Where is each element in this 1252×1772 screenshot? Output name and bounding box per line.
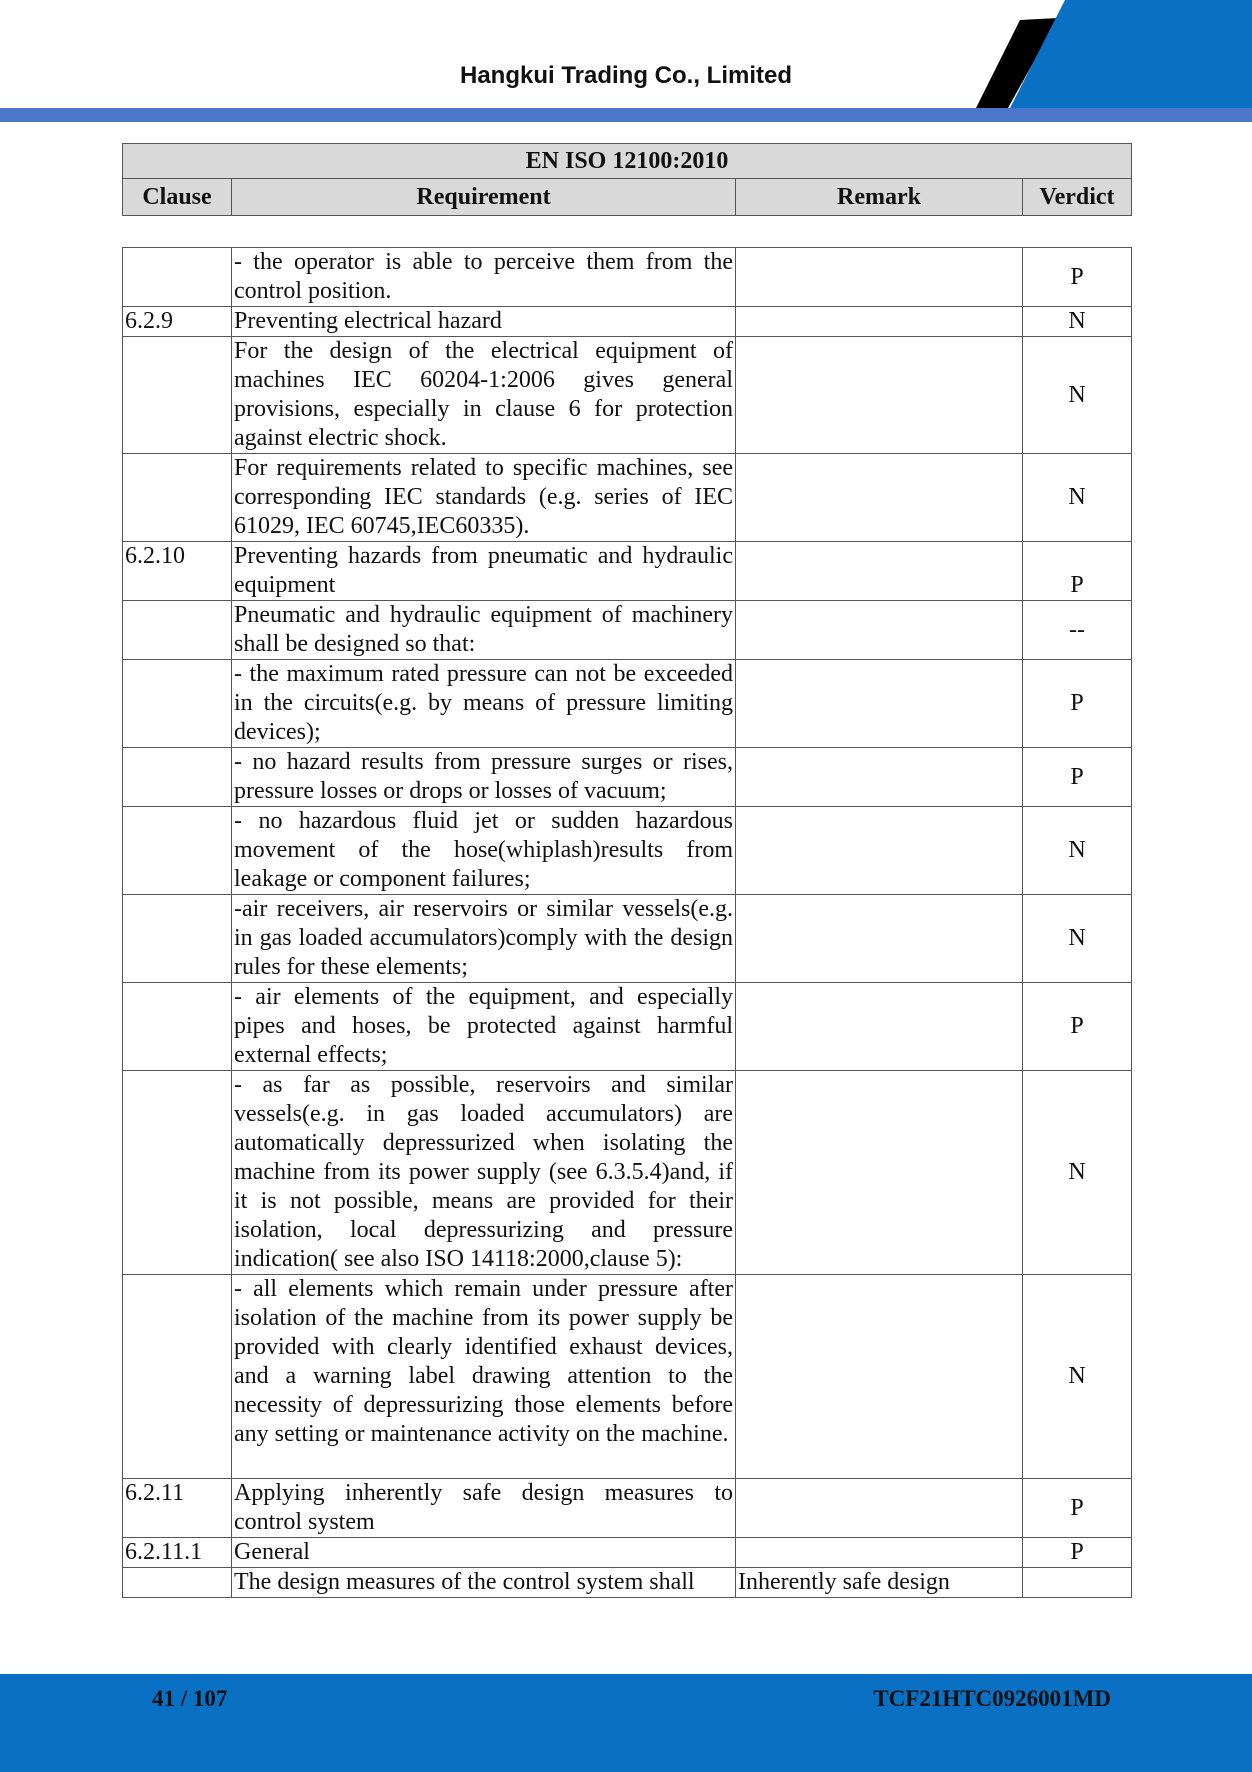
requirement-cell: - all elements which remain under pressure after isolation of the machine from its power supply be provided with clearly identified exhaust devices, and a warning label drawing attention to the necessity of depressurizing those elements before any setting or maintenance activity on the machine. [232,1275,736,1479]
table-row [123,895,1132,983]
page-header [0,0,1252,124]
requirement-cell: Applying inherently safe design measures to control system [232,1479,736,1538]
requirement-cell: - the maximum rated pressure can not be exceeded in the circuits(e.g. by means of pressure limiting devices); [232,660,736,748]
page-footer [0,1674,1252,1772]
clause-cell [123,337,232,454]
requirement-cell: - the operator is able to perceive them from the control position. [232,248,736,307]
table-row [123,748,1132,807]
table-row [123,1538,1132,1568]
requirement-cell: For the design of the electrical equipment of machines IEC 60204-1:2006 gives general provisions, especially in clause 6 for protection against electric shock. [232,337,736,454]
verdict-cell: P [1023,1479,1132,1538]
clause-cell [123,895,232,983]
requirements-table [122,247,1132,1598]
remark-cell [736,748,1023,807]
requirement-cell: -air receivers, air reservoirs or similar vessels(e.g. in gas loaded accumulators)comply with the design rules for these elements; [232,895,736,983]
clause-cell: 6.2.9 [123,307,232,337]
clause-cell [123,1275,232,1479]
verdict-cell: P [1023,660,1132,748]
remark-cell [736,660,1023,748]
clause-cell [123,660,232,748]
remark-cell [736,337,1023,454]
requirement-cell: Preventing hazards from pneumatic and hydraulic equipment [232,542,736,601]
clause-cell [123,248,232,307]
clause-cell: 6.2.11 [123,1479,232,1538]
remark-cell [736,895,1023,983]
remark-cell [736,601,1023,660]
remark-cell: Inherently safe design [736,1568,1023,1598]
table-row [123,337,1132,454]
document-code: TCF21HTC0926001MD [873,1686,1111,1711]
verdict-cell: N [1023,454,1132,542]
verdict-cell: N [1023,1275,1132,1479]
table-row [123,660,1132,748]
remark-cell [736,1071,1023,1275]
remark-cell [736,983,1023,1071]
requirement-cell: - air elements of the equipment, and especially pipes and hoses, be protected against harmful external effects; [232,983,736,1071]
requirement-cell: - no hazardous fluid jet or sudden hazardous movement of the hose(whiplash)results from leakage or component failures; [232,807,736,895]
table-row [123,248,1132,307]
verdict-cell: N [1023,1071,1132,1275]
remark-cell [736,542,1023,601]
column-header-requirement: Requirement [232,179,736,216]
clause-cell [123,983,232,1071]
table-row [123,983,1132,1071]
clause-cell [123,601,232,660]
clause-cell [123,1568,232,1598]
verdict-cell: N [1023,307,1132,337]
clause-cell [123,1071,232,1275]
clause-cell: 6.2.10 [123,542,232,601]
requirement-cell: The design measures of the control system shall [232,1568,736,1598]
verdict-cell [1023,1568,1132,1598]
verdict-cell: P [1023,248,1132,307]
clause-cell [123,748,232,807]
table-row [123,1568,1132,1598]
remark-cell [736,1479,1023,1538]
remark-cell [736,1538,1023,1568]
remark-cell [736,1275,1023,1479]
standard-title: EN ISO 12100:2010 [123,144,1132,179]
verdict-cell: P [1023,748,1132,807]
remark-cell [736,454,1023,542]
header-rule [0,108,1252,122]
table-row [123,807,1132,895]
table-row [123,307,1132,337]
remark-cell [736,248,1023,307]
table-row [123,1479,1132,1538]
requirement-cell: Pneumatic and hydraulic equipment of machinery shall be designed so that: [232,601,736,660]
page-number: 41 / 107 [152,1686,228,1711]
column-header-verdict: Verdict [1023,179,1132,216]
blue-banner-shape [1008,0,1252,112]
verdict-cell: N [1023,807,1132,895]
verdict-cell: P [1023,983,1132,1071]
clause-cell [123,454,232,542]
column-header-remark: Remark [736,179,1023,216]
table-row [123,454,1132,542]
clause-cell [123,807,232,895]
requirement-cell: Preventing electrical hazard [232,307,736,337]
verdict-cell: -- [1023,601,1132,660]
remark-cell [736,307,1023,337]
verdict-cell: P [1023,1538,1132,1568]
requirement-cell: - as far as possible, reservoirs and similar vessels(e.g. in gas loaded accumulators) are automatically depressurized when isolating the machine from its power supply (see 6.3.5.4)and, if it is not possible, means are provided for their isolation, local depressurizing and pressure indication( see also ISO 14118:2000,clause 5): [232,1071,736,1275]
requirement-cell: For requirements related to specific machines, see corresponding IEC standards (e.g. series of IEC 61029, IEC 60745,IEC60335). [232,454,736,542]
table-row [123,542,1132,601]
verdict-cell: P [1023,542,1132,601]
requirement-cell: General [232,1538,736,1568]
table-row [123,601,1132,660]
standard-header-table [122,143,1132,216]
company-name: Hangkui Trading Co., Limited [459,62,792,89]
column-header-clause: Clause [123,179,232,216]
verdict-cell: N [1023,337,1132,454]
table-row [123,1071,1132,1275]
clause-cell: 6.2.11.1 [123,1538,232,1568]
verdict-cell: N [1023,895,1132,983]
requirement-cell: - no hazard results from pressure surges or rises, pressure losses or drops or losses of vacuum; [232,748,736,807]
remark-cell [736,807,1023,895]
table-row [123,1275,1132,1479]
